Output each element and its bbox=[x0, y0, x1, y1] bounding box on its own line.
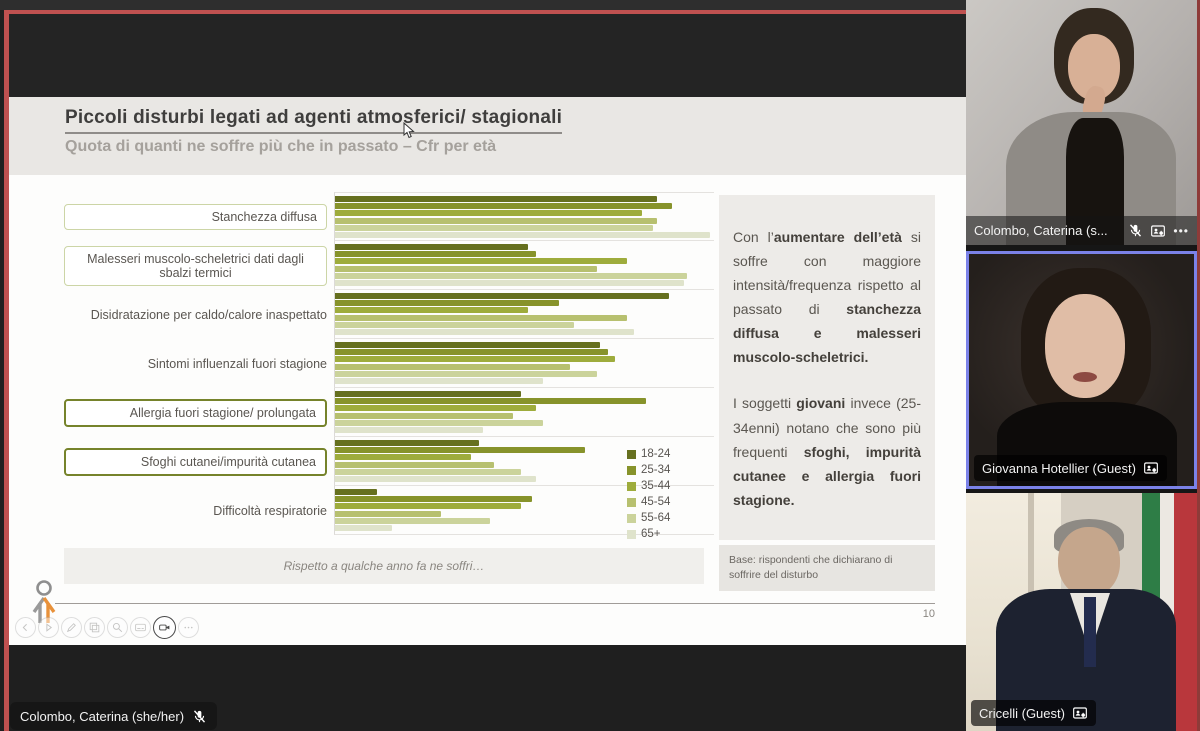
chart-row bbox=[64, 290, 714, 339]
legend-item bbox=[627, 496, 670, 508]
legend-item bbox=[627, 464, 670, 476]
participant-name-label: Giovanna Hotellier (Guest) bbox=[982, 460, 1136, 476]
bar-group bbox=[334, 192, 714, 241]
chart-row bbox=[64, 388, 714, 437]
legend-item bbox=[627, 448, 670, 460]
bar-35-44 bbox=[335, 356, 615, 362]
more-icon[interactable]: ••• bbox=[1173, 223, 1189, 238]
participant-name-label: Colombo, Caterina (s... bbox=[974, 223, 1108, 238]
legend-label: 55-64 bbox=[641, 512, 671, 524]
chart-row bbox=[64, 437, 714, 486]
fit-to-frame-icon[interactable] bbox=[1150, 223, 1166, 239]
bar-55-64 bbox=[335, 322, 574, 328]
bar-55-64 bbox=[335, 469, 521, 475]
category-label: Stanchezza diffusa bbox=[64, 192, 334, 241]
bar-25-34 bbox=[335, 203, 672, 209]
category-label: Disidratazione per caldo/calore inaspettato bbox=[90, 307, 327, 322]
legend-label: 45-54 bbox=[641, 496, 671, 508]
category-label: Allergia fuori stagione/ prolungata bbox=[64, 388, 334, 437]
participant-video-colombo[interactable] bbox=[966, 0, 1197, 245]
bar-chart bbox=[64, 192, 714, 535]
bar-45-54 bbox=[335, 266, 597, 272]
slide-body bbox=[9, 175, 966, 645]
bar-65+ bbox=[335, 525, 392, 531]
commentary-panel bbox=[719, 195, 935, 540]
bar-45-54 bbox=[335, 511, 441, 517]
bar-45-54 bbox=[335, 218, 657, 224]
presenter-toolbar bbox=[15, 616, 199, 639]
bar-45-54 bbox=[335, 462, 494, 468]
mic-off-icon bbox=[192, 709, 207, 724]
slide-title: Piccoli disturbi legati ad agenti atmosferici/ stagionali bbox=[65, 107, 562, 134]
bar-35-44 bbox=[335, 503, 521, 509]
category-label: Difficoltà respiratorie bbox=[213, 503, 327, 518]
subtitles-icon[interactable] bbox=[130, 617, 151, 638]
bar-45-54 bbox=[335, 315, 627, 321]
category-label: Malesseri muscolo-scheletrici dati dagli sbalzi termici bbox=[64, 241, 334, 290]
legend-label: 25-34 bbox=[641, 464, 671, 476]
magnifier-icon[interactable] bbox=[107, 617, 128, 638]
survey-question-bar: Rispetto a qualche anno fa ne soffri… bbox=[64, 548, 704, 584]
more-icon[interactable] bbox=[178, 617, 199, 638]
bar-18-24 bbox=[335, 244, 528, 250]
bar-25-34 bbox=[335, 251, 536, 257]
bar-group bbox=[334, 388, 714, 437]
mic-off-icon bbox=[1128, 223, 1143, 238]
participant-name-label: Cricelli (Guest) bbox=[979, 705, 1065, 721]
category-label: Sfoghi cutanei/impurità cutanea bbox=[64, 437, 334, 486]
legend-swatch bbox=[627, 466, 636, 475]
bar-65+ bbox=[335, 476, 536, 482]
bar-65+ bbox=[335, 427, 483, 433]
chart-row bbox=[64, 241, 714, 290]
legend-label: 65+ bbox=[641, 528, 661, 540]
footer-divider bbox=[55, 603, 935, 604]
legend-item bbox=[627, 528, 670, 540]
slides-icon[interactable] bbox=[84, 617, 105, 638]
bar-25-34 bbox=[335, 447, 585, 453]
previous-icon[interactable] bbox=[15, 617, 36, 638]
legend-swatch bbox=[627, 482, 636, 491]
category-label: Sintomi influenzali fuori stagione bbox=[147, 356, 327, 371]
presentation-slide bbox=[9, 14, 966, 645]
bar-18-24 bbox=[335, 342, 600, 348]
participant-video-hotellier[interactable] bbox=[966, 251, 1197, 489]
page-number: 10 bbox=[922, 608, 935, 620]
participant-name-bar bbox=[966, 216, 1197, 245]
chart-row bbox=[64, 192, 714, 241]
bar-18-24 bbox=[335, 293, 669, 299]
bar-group bbox=[334, 290, 714, 339]
legend-item bbox=[627, 512, 670, 524]
commentary-paragraph: I soggetti giovani invece (25-34enni) notano che sono più frequenti sfoghi, impurità cutanee e allergia fuori stagione. bbox=[733, 395, 921, 508]
legend-label: 35-44 bbox=[641, 480, 671, 492]
legend-swatch bbox=[627, 498, 636, 507]
bar-65+ bbox=[335, 232, 710, 238]
bar-18-24 bbox=[335, 489, 377, 495]
bar-25-34 bbox=[335, 300, 559, 306]
legend-item bbox=[627, 480, 670, 492]
mouse-cursor bbox=[403, 122, 415, 144]
bar-55-64 bbox=[335, 273, 687, 279]
legend-swatch bbox=[627, 514, 636, 523]
legend-swatch bbox=[627, 450, 636, 459]
bar-35-44 bbox=[335, 454, 471, 460]
bar-55-64 bbox=[335, 518, 490, 524]
participant-name-bar bbox=[971, 700, 1096, 726]
self-name-tag bbox=[10, 702, 217, 730]
bar-25-34 bbox=[335, 349, 608, 355]
bar-18-24 bbox=[335, 196, 657, 202]
participant-avatar bbox=[1058, 527, 1120, 597]
pen-icon[interactable] bbox=[61, 617, 82, 638]
chart-legend bbox=[627, 448, 670, 544]
bar-18-24 bbox=[335, 391, 521, 397]
bar-18-24 bbox=[335, 440, 479, 446]
bar-55-64 bbox=[335, 371, 597, 377]
bar-25-34 bbox=[335, 496, 532, 502]
bar-group bbox=[334, 241, 714, 290]
bar-55-64 bbox=[335, 420, 543, 426]
fit-to-frame-icon[interactable] bbox=[1072, 705, 1088, 721]
participant-name-bar bbox=[974, 455, 1167, 481]
base-note: Base: rispondenti che dichiarano di soffrire del disturbo bbox=[719, 545, 935, 591]
play-icon[interactable] bbox=[38, 617, 59, 638]
bar-group bbox=[334, 339, 714, 388]
bar-35-44 bbox=[335, 405, 536, 411]
slide-header bbox=[9, 97, 966, 175]
bar-35-44 bbox=[335, 307, 528, 313]
window-top-strip bbox=[0, 0, 966, 10]
bar-45-54 bbox=[335, 364, 570, 370]
legend-label: 18-24 bbox=[641, 448, 671, 460]
slide-subtitle: Quota di quanti ne soffre più che in passato – Cfr per età bbox=[65, 138, 497, 155]
fit-to-frame-icon[interactable] bbox=[1143, 460, 1159, 476]
bar-35-44 bbox=[335, 258, 627, 264]
participant-video-cricelli[interactable] bbox=[966, 493, 1197, 731]
participants-sidebar bbox=[966, 0, 1197, 731]
bar-35-44 bbox=[335, 210, 642, 216]
chart-row bbox=[64, 339, 714, 388]
bar-25-34 bbox=[335, 398, 646, 404]
bar-45-54 bbox=[335, 413, 513, 419]
self-name-label: Colombo, Caterina (she/her) bbox=[20, 708, 185, 724]
bar-65+ bbox=[335, 280, 684, 286]
commentary-paragraph: Con l’aumentare dell’età si soffre con maggiore intensità/frequenza rispetto al passato di stanchezza diffusa e malesseri muscolo-scheletrici. bbox=[733, 229, 922, 366]
bar-55-64 bbox=[335, 225, 653, 231]
bar-65+ bbox=[335, 378, 543, 384]
legend-swatch bbox=[627, 530, 636, 539]
chart-row bbox=[64, 486, 714, 535]
camera-icon[interactable] bbox=[153, 616, 176, 639]
bar-65+ bbox=[335, 329, 634, 335]
slide-dark-margin bbox=[9, 14, 966, 97]
